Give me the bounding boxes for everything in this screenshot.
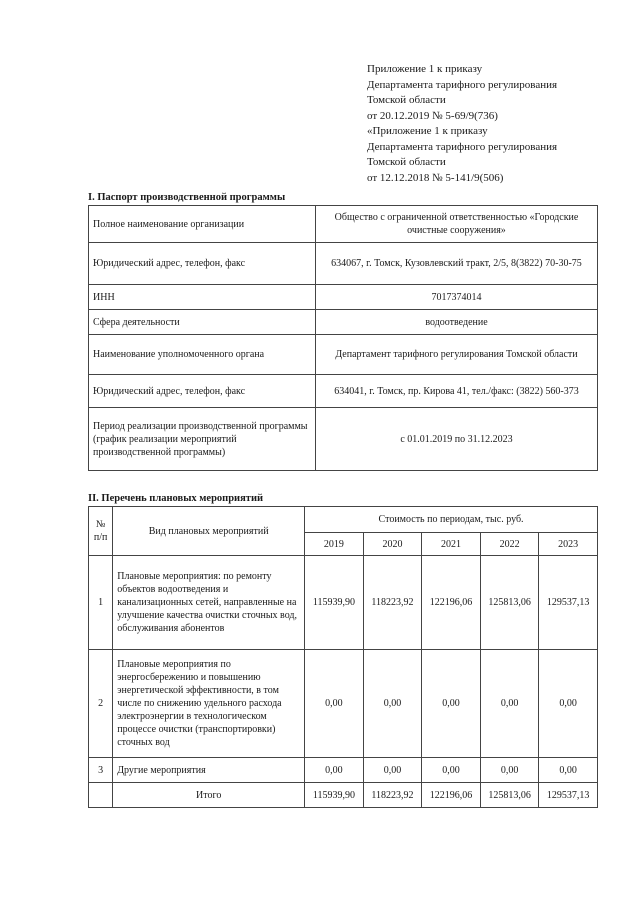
row-num: 3 <box>89 758 113 783</box>
row-num: 2 <box>89 650 113 758</box>
plan-total-row <box>89 783 598 808</box>
total-value: 118223,92 <box>363 783 422 808</box>
plan-table <box>88 506 598 808</box>
year-header: 2019 <box>305 533 364 556</box>
plan-row <box>89 758 598 783</box>
appendix-line: от 20.12.2019 № 5-69/9(736) <box>367 109 498 122</box>
total-value: 129537,13 <box>539 783 598 808</box>
passport-row <box>89 408 598 471</box>
passport-table <box>88 205 598 471</box>
row-value: 122196,06 <box>422 556 481 650</box>
row-value: 118223,92 <box>363 556 422 650</box>
plan-row <box>89 650 598 758</box>
row-desc: Другие мероприятия <box>113 758 305 783</box>
col-num-header: № п/п <box>89 507 113 556</box>
total-num-cell <box>89 783 113 808</box>
passport-row <box>89 206 598 243</box>
total-value: 115939,90 <box>305 783 364 808</box>
row-value: 0,00 <box>305 758 364 783</box>
plan-row <box>89 556 598 650</box>
passport-key: Полное наименование организации <box>89 206 316 243</box>
appendix-line: от 12.12.2018 № 5-141/9(506) <box>367 171 504 184</box>
col-cost-header: Стоимость по периодам, тыс. руб. <box>305 507 598 533</box>
total-value: 125813,06 <box>480 783 539 808</box>
appendix-line: Департамента тарифного регулирования <box>367 78 558 91</box>
passport-key: ИНН <box>89 285 316 310</box>
passport-key: Наименование уполномоченного органа <box>89 335 316 375</box>
row-desc: Плановые мероприятия по энергосбережению и повышению энергетической эффективности, в том числе по снижению удельного расхода электроэнергии в технологическом процессе очистки (транспортировки) сточных вод <box>113 650 305 758</box>
row-value: 0,00 <box>363 758 422 783</box>
total-label: Итого <box>113 783 305 808</box>
appendix-line: Томской области <box>367 156 446 168</box>
year-header: 2023 <box>539 533 598 556</box>
section1-title: I. Паспорт производственной программы <box>88 192 286 203</box>
row-value: 0,00 <box>363 650 422 758</box>
passport-value: 634041, г. Томск, пр. Кирова 41, тел./факс: (3822) 560-373 <box>316 375 598 408</box>
passport-key: Юридический адрес, телефон, факс <box>89 243 316 285</box>
row-value: 0,00 <box>305 650 364 758</box>
total-value: 122196,06 <box>422 783 481 808</box>
passport-value: Департамент тарифного регулирования Томской области <box>316 335 598 375</box>
appendix-line: Приложение 1 к приказу <box>367 63 483 75</box>
row-value: 0,00 <box>480 650 539 758</box>
passport-row <box>89 310 598 335</box>
row-value: 0,00 <box>480 758 539 783</box>
passport-value: 634067, г. Томск, Кузовлевский тракт, 2/5, 8(3822) 70-30-75 <box>316 243 598 285</box>
passport-value: с 01.01.2019 по 31.12.2023 <box>316 408 598 471</box>
appendix-line: Томской области <box>367 94 446 106</box>
row-value: 0,00 <box>422 650 481 758</box>
row-desc: Плановые мероприятия: по ремонту объектов водоотведения и канализационных сетей, направленные на улучшение качества очистки сточных вод, обслуживания абонентов <box>113 556 305 650</box>
col-kind-header: Вид плановых мероприятий <box>113 507 305 556</box>
row-value: 129537,13 <box>539 556 598 650</box>
appendix-line: Департамента тарифного регулирования <box>367 140 558 153</box>
passport-value: 7017374014 <box>316 285 598 310</box>
appendix-line: «Приложение 1 к приказу <box>367 125 488 137</box>
passport-key: Юридический адрес, телефон, факс <box>89 375 316 408</box>
row-value: 0,00 <box>539 758 598 783</box>
row-num: 1 <box>89 556 113 650</box>
plan-header-row <box>89 507 598 533</box>
row-value: 125813,06 <box>480 556 539 650</box>
year-header: 2022 <box>480 533 539 556</box>
passport-key: Период реализации производственной программы (график реализации мероприятий производственной программы) <box>89 408 316 471</box>
passport-row <box>89 335 598 375</box>
passport-row <box>89 243 598 285</box>
section2-title: II. Перечень плановых мероприятий <box>88 493 264 504</box>
row-value: 0,00 <box>422 758 481 783</box>
year-header: 2020 <box>363 533 422 556</box>
year-header: 2021 <box>422 533 481 556</box>
row-value: 0,00 <box>539 650 598 758</box>
passport-row <box>89 375 598 408</box>
passport-value: водоотведение <box>316 310 598 335</box>
passport-key: Сфера деятельности <box>89 310 316 335</box>
passport-row <box>89 285 598 310</box>
appendix-header <box>367 62 617 186</box>
passport-value: Общество с ограниченной ответственностью «Городские очистные сооружения» <box>316 206 598 243</box>
row-value: 115939,90 <box>305 556 364 650</box>
